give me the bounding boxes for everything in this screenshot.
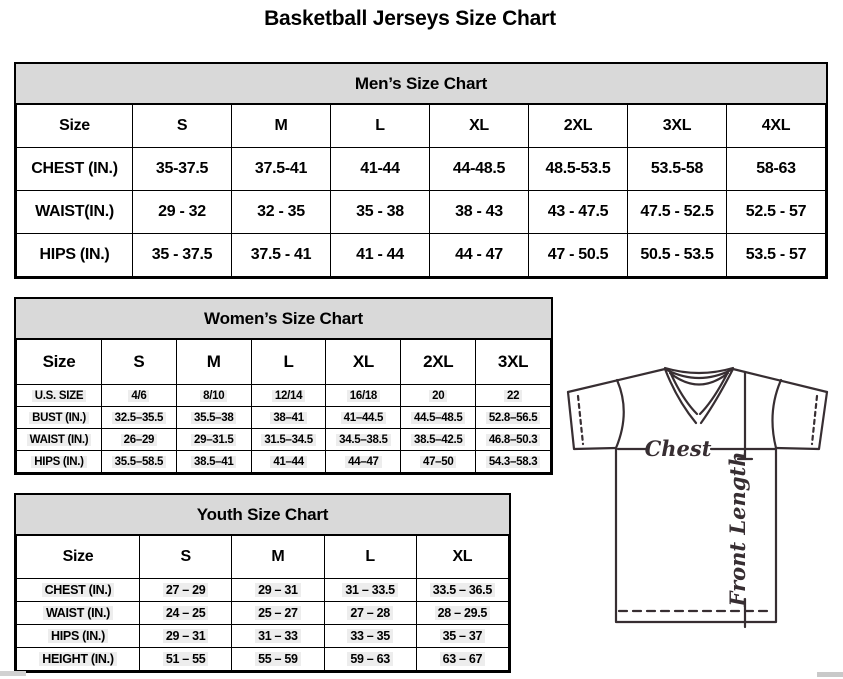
mens-cell: 43 - 47.5 bbox=[529, 191, 628, 234]
womens-row-label: WAIST (IN.) bbox=[17, 429, 102, 451]
womens-col-header-3xl: 3XL bbox=[476, 340, 551, 385]
womens-cell: 32.5–35.5 bbox=[102, 407, 177, 429]
mens-col-header-4xl: 4XL bbox=[727, 105, 826, 148]
youth-row-label: CHEST (IN.) bbox=[17, 579, 140, 602]
mens-cell: 47.5 - 52.5 bbox=[628, 191, 727, 234]
mens-row-label: WAIST(IN.) bbox=[17, 191, 133, 234]
mens-col-header-size: Size bbox=[17, 105, 133, 148]
mens-table-title: Men’s Size Chart bbox=[16, 64, 826, 104]
mens-row-label: HIPS (IN.) bbox=[17, 234, 133, 277]
womens-cell: 38.5–41 bbox=[176, 451, 251, 473]
womens-cell: 29–31.5 bbox=[176, 429, 251, 451]
youth-row-waist-in bbox=[17, 602, 509, 625]
youth-cell: 25 – 27 bbox=[232, 602, 324, 625]
mens-cell: 29 - 32 bbox=[133, 191, 232, 234]
womens-cell: 47–50 bbox=[401, 451, 476, 473]
mens-cell: 52.5 - 57 bbox=[727, 191, 826, 234]
womens-cell: 54.3–58.3 bbox=[476, 451, 551, 473]
womens-cell: 38.5–42.5 bbox=[401, 429, 476, 451]
womens-cell: 26–29 bbox=[102, 429, 177, 451]
vneck-inner-right bbox=[700, 374, 727, 414]
youth-cell: 33.5 – 36.5 bbox=[416, 579, 508, 602]
mens-cell: 44-48.5 bbox=[430, 148, 529, 191]
youth-col-header-s: S bbox=[140, 536, 232, 579]
youth-col-header-size: Size bbox=[17, 536, 140, 579]
mens-row-waist-in bbox=[17, 191, 826, 234]
mens-table-grid bbox=[16, 104, 826, 277]
body-outline bbox=[616, 448, 776, 622]
mens-cell: 44 - 47 bbox=[430, 234, 529, 277]
mens-row-chest-in bbox=[17, 148, 826, 191]
mens-cell: 41-44 bbox=[331, 148, 430, 191]
youth-row-chest-in bbox=[17, 579, 509, 602]
youth-col-header-l: L bbox=[324, 536, 416, 579]
mens-cell: 53.5-58 bbox=[628, 148, 727, 191]
mens-cell: 38 - 43 bbox=[430, 191, 529, 234]
mens-size-table bbox=[14, 62, 828, 279]
mens-col-header-2xl: 2XL bbox=[529, 105, 628, 148]
womens-col-header-xl: XL bbox=[326, 340, 401, 385]
womens-row-u-s-size bbox=[17, 385, 551, 407]
mens-cell: 35-37.5 bbox=[133, 148, 232, 191]
womens-cell: 46.8–50.3 bbox=[476, 429, 551, 451]
youth-table-title: Youth Size Chart bbox=[16, 495, 509, 535]
womens-cell: 52.8–56.5 bbox=[476, 407, 551, 429]
womens-row-label: BUST (IN.) bbox=[17, 407, 102, 429]
mens-col-header-xl: XL bbox=[430, 105, 529, 148]
mens-cell: 37.5 - 41 bbox=[232, 234, 331, 277]
womens-cell: 8/10 bbox=[176, 385, 251, 407]
womens-cell: 41–44.5 bbox=[326, 407, 401, 429]
womens-table-grid bbox=[16, 339, 551, 473]
mens-cell: 37.5-41 bbox=[232, 148, 331, 191]
mens-col-header-m: M bbox=[232, 105, 331, 148]
womens-col-header-size: Size bbox=[17, 340, 102, 385]
womens-cell: 4/6 bbox=[102, 385, 177, 407]
sleeve-left-cuff-dashed bbox=[578, 396, 583, 444]
youth-row-label: HEIGHT (IN.) bbox=[17, 648, 140, 671]
youth-cell: 63 – 67 bbox=[416, 648, 508, 671]
womens-cell: 44–47 bbox=[326, 451, 401, 473]
womens-col-header-2xl: 2XL bbox=[401, 340, 476, 385]
chest-label: Chest bbox=[644, 436, 712, 461]
mens-cell: 41 - 44 bbox=[331, 234, 430, 277]
womens-col-header-l: L bbox=[251, 340, 326, 385]
womens-col-header-s: S bbox=[102, 340, 177, 385]
mens-cell: 58-63 bbox=[727, 148, 826, 191]
jersey-diagram-svg bbox=[565, 362, 835, 662]
mens-row-hips-in bbox=[17, 234, 826, 277]
sleeve-left-outline bbox=[568, 392, 616, 449]
womens-cell: 20 bbox=[401, 385, 476, 407]
womens-cell: 16/18 bbox=[326, 385, 401, 407]
youth-size-table bbox=[14, 493, 511, 673]
womens-cell: 22 bbox=[476, 385, 551, 407]
youth-cell: 59 – 63 bbox=[324, 648, 416, 671]
youth-cell: 27 – 29 bbox=[140, 579, 232, 602]
womens-cell: 35.5–38 bbox=[176, 407, 251, 429]
womens-cell: 31.5–34.5 bbox=[251, 429, 326, 451]
mens-col-header-l: L bbox=[331, 105, 430, 148]
sleeve-right-cuff-dashed bbox=[812, 396, 817, 444]
youth-cell: 51 – 55 bbox=[140, 648, 232, 671]
youth-col-header-m: M bbox=[232, 536, 324, 579]
youth-cell: 31 – 33 bbox=[232, 625, 324, 648]
youth-cell: 27 – 28 bbox=[324, 602, 416, 625]
mens-header-row bbox=[17, 105, 826, 148]
youth-cell: 28 – 29.5 bbox=[416, 602, 508, 625]
youth-cell: 33 – 35 bbox=[324, 625, 416, 648]
womens-col-header-m: M bbox=[176, 340, 251, 385]
womens-table-title: Women’s Size Chart bbox=[16, 299, 551, 339]
womens-row-bust-in bbox=[17, 407, 551, 429]
mens-cell: 50.5 - 53.5 bbox=[628, 234, 727, 277]
womens-row-label: U.S. SIZE bbox=[17, 385, 102, 407]
womens-header-row bbox=[17, 340, 551, 385]
youth-cell: 35 – 37 bbox=[416, 625, 508, 648]
womens-cell: 12/14 bbox=[251, 385, 326, 407]
armhole-seam-right bbox=[772, 380, 781, 448]
youth-header-row bbox=[17, 536, 509, 579]
youth-cell: 29 – 31 bbox=[232, 579, 324, 602]
mens-cell: 35 - 37.5 bbox=[133, 234, 232, 277]
womens-row-label: HIPS (IN.) bbox=[17, 451, 102, 473]
youth-cell: 55 – 59 bbox=[232, 648, 324, 671]
youth-cell: 24 – 25 bbox=[140, 602, 232, 625]
collar-back-arc-1 bbox=[665, 368, 733, 373]
womens-cell: 34.5–38.5 bbox=[326, 429, 401, 451]
womens-cell: 38–41 bbox=[251, 407, 326, 429]
womens-cell: 44.5–48.5 bbox=[401, 407, 476, 429]
mens-cell: 53.5 - 57 bbox=[727, 234, 826, 277]
womens-row-waist-in bbox=[17, 429, 551, 451]
youth-cell: 31 – 33.5 bbox=[324, 579, 416, 602]
mens-cell: 48.5-53.5 bbox=[529, 148, 628, 191]
jersey-measurement-diagram bbox=[565, 362, 835, 662]
mens-row-label: CHEST (IN.) bbox=[17, 148, 133, 191]
scrollbar-fragment-right[interactable] bbox=[817, 672, 843, 677]
front-length-label: Front Length bbox=[725, 451, 750, 607]
womens-cell: 41–44 bbox=[251, 451, 326, 473]
womens-cell: 35.5–58.5 bbox=[102, 451, 177, 473]
youth-table-grid bbox=[16, 535, 509, 671]
mens-cell: 35 - 38 bbox=[331, 191, 430, 234]
youth-row-label: WAIST (IN.) bbox=[17, 602, 140, 625]
mens-col-header-s: S bbox=[133, 105, 232, 148]
youth-col-header-xl: XL bbox=[416, 536, 508, 579]
youth-row-label: HIPS (IN.) bbox=[17, 625, 140, 648]
page-title: Basketball Jerseys Size Chart bbox=[264, 7, 556, 30]
armhole-seam-left bbox=[616, 380, 624, 448]
youth-row-height-in bbox=[17, 648, 509, 671]
womens-size-table bbox=[14, 297, 553, 475]
youth-row-hips-in bbox=[17, 625, 509, 648]
scrollbar-fragment-left[interactable] bbox=[0, 671, 26, 676]
womens-row-hips-in bbox=[17, 451, 551, 473]
mens-cell: 32 - 35 bbox=[232, 191, 331, 234]
mens-cell: 47 - 50.5 bbox=[529, 234, 628, 277]
youth-cell: 29 – 31 bbox=[140, 625, 232, 648]
mens-col-header-3xl: 3XL bbox=[628, 105, 727, 148]
sleeve-right-outline bbox=[776, 392, 827, 449]
